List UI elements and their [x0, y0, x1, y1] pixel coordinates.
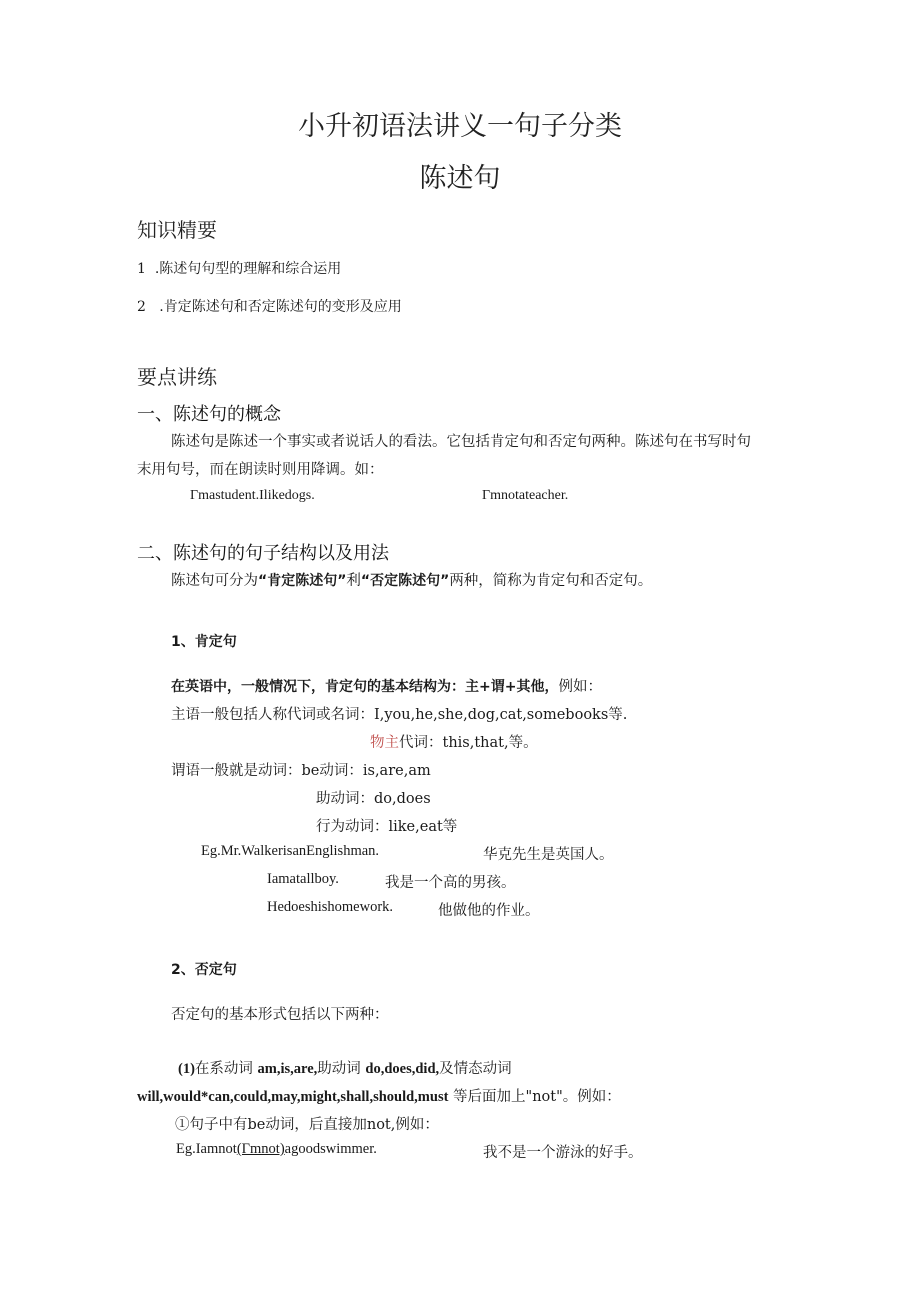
sub2-intro: 否定句的基本形式包括以下两种： [171, 1007, 389, 1023]
sub1-action-line: 行为动词：like,eat等 [316, 819, 458, 835]
rule-modal-list: will,would*can,could,may,might,shall,should,must [137, 1089, 449, 1105]
structure-example-label: 例如： [558, 679, 602, 695]
section1-heading: 一、陈述句的概念 [137, 404, 281, 425]
example-en: Eg.Mr.WalkerisanEnglishman. [201, 843, 380, 859]
example-en: Iamatallboy. [267, 871, 339, 887]
example-underlined-contraction: (Γmnot) [236, 1141, 285, 1157]
rule-text-e: 及情态动词 [439, 1061, 512, 1077]
sub2-rule-line2 [137, 1085, 621, 1106]
rule-line2-rest: 等后面加上"not"。例如： [453, 1089, 621, 1105]
knowledge-item-text: .肯定陈述句和否定陈述句的变形及应用 [159, 299, 402, 315]
knowledge-item-number: 2 [137, 299, 146, 315]
structure-bold-text: 在英语中，一般情况下，肯定句的基本结构为：主+谓+其他， [171, 679, 559, 695]
sub2-example-zh: 我不是一个游泳的好手。 [483, 1145, 643, 1161]
sub2-case1: ①句子中有be动词，后直接加not,例如： [175, 1117, 439, 1133]
intro-text-a: 陈述句可分为 [171, 573, 258, 589]
intro-text-c: 两种，简称为肯定句和否定句。 [449, 573, 653, 589]
knowledge-heading: 知识精要 [137, 218, 217, 242]
knowledge-item-2 [137, 296, 402, 316]
example-zh: 我是一个高的男孩。 [385, 875, 516, 891]
points-heading: 要点讲练 [137, 365, 217, 389]
pronoun-highlight: 物主 [370, 735, 399, 751]
sub2-heading: 2、否定句 [171, 962, 237, 978]
knowledge-item-1 [137, 258, 341, 278]
section1-para-line2: 末用句号，而在朗读时则用降调。如： [137, 462, 384, 478]
sub1-subject-line: 主语一般包括人称代词或名词：I,you,he,she,dog,cat,somebooks等. [171, 707, 628, 723]
pronoun-rest: 代词：this,that,等。 [399, 735, 538, 751]
sub1-predicate-line: 谓语一般就是动词：be动词：is,are,am [171, 763, 431, 779]
example-zh: 华克先生是英国人。 [483, 847, 614, 863]
rule-text-a: 在系动词 [194, 1061, 253, 1077]
example-zh: 他做他的作业。 [438, 903, 540, 919]
sub1-heading: 1、肯定句 [171, 634, 237, 650]
sub2-example-en [176, 1141, 377, 1158]
knowledge-item-number: 1 [137, 261, 146, 277]
intro-quote-negative: “否定陈述句” [360, 573, 450, 589]
knowledge-item-text: .陈述句句型的理解和综合运用 [154, 261, 342, 277]
intro-quote-affirmative: “肯定陈述句” [258, 573, 347, 589]
sub1-structure [171, 675, 602, 696]
example-part-a: Eg.Iamnot [176, 1141, 237, 1157]
sub1-pronoun-line [370, 731, 538, 752]
example-part-b: agoodswimmer. [284, 1141, 377, 1157]
example-en: Hedoeshishomework. [267, 899, 394, 915]
intro-text-b: 利 [346, 573, 361, 589]
page-subtitle: 陈述句 [419, 163, 501, 194]
sub1-aux-line: 助动词：do,does [316, 791, 431, 807]
rule-aux-list: do,does,did, [365, 1061, 440, 1077]
section1-example-right: Γmnotateacher. [482, 488, 569, 503]
section2-intro [171, 569, 652, 590]
section1-para-line1: 陈述句是陈述一个事实或者说话人的看法。它包括肯定句和否定句两种。陈述句在书写时句 [171, 434, 751, 450]
rule-text-c: 助动词 [317, 1061, 361, 1077]
rule-copula-list: am,is,are, [257, 1061, 318, 1077]
section1-example-left: Γmastudent.Ilikedogs. [190, 488, 315, 503]
section2-heading: 二、陈述句的句子结构以及用法 [137, 543, 389, 564]
sub2-rule-line1 [178, 1057, 512, 1078]
rule-number: (1) [178, 1061, 195, 1077]
page-title: 小升初语法讲义一句子分类 [298, 111, 622, 142]
